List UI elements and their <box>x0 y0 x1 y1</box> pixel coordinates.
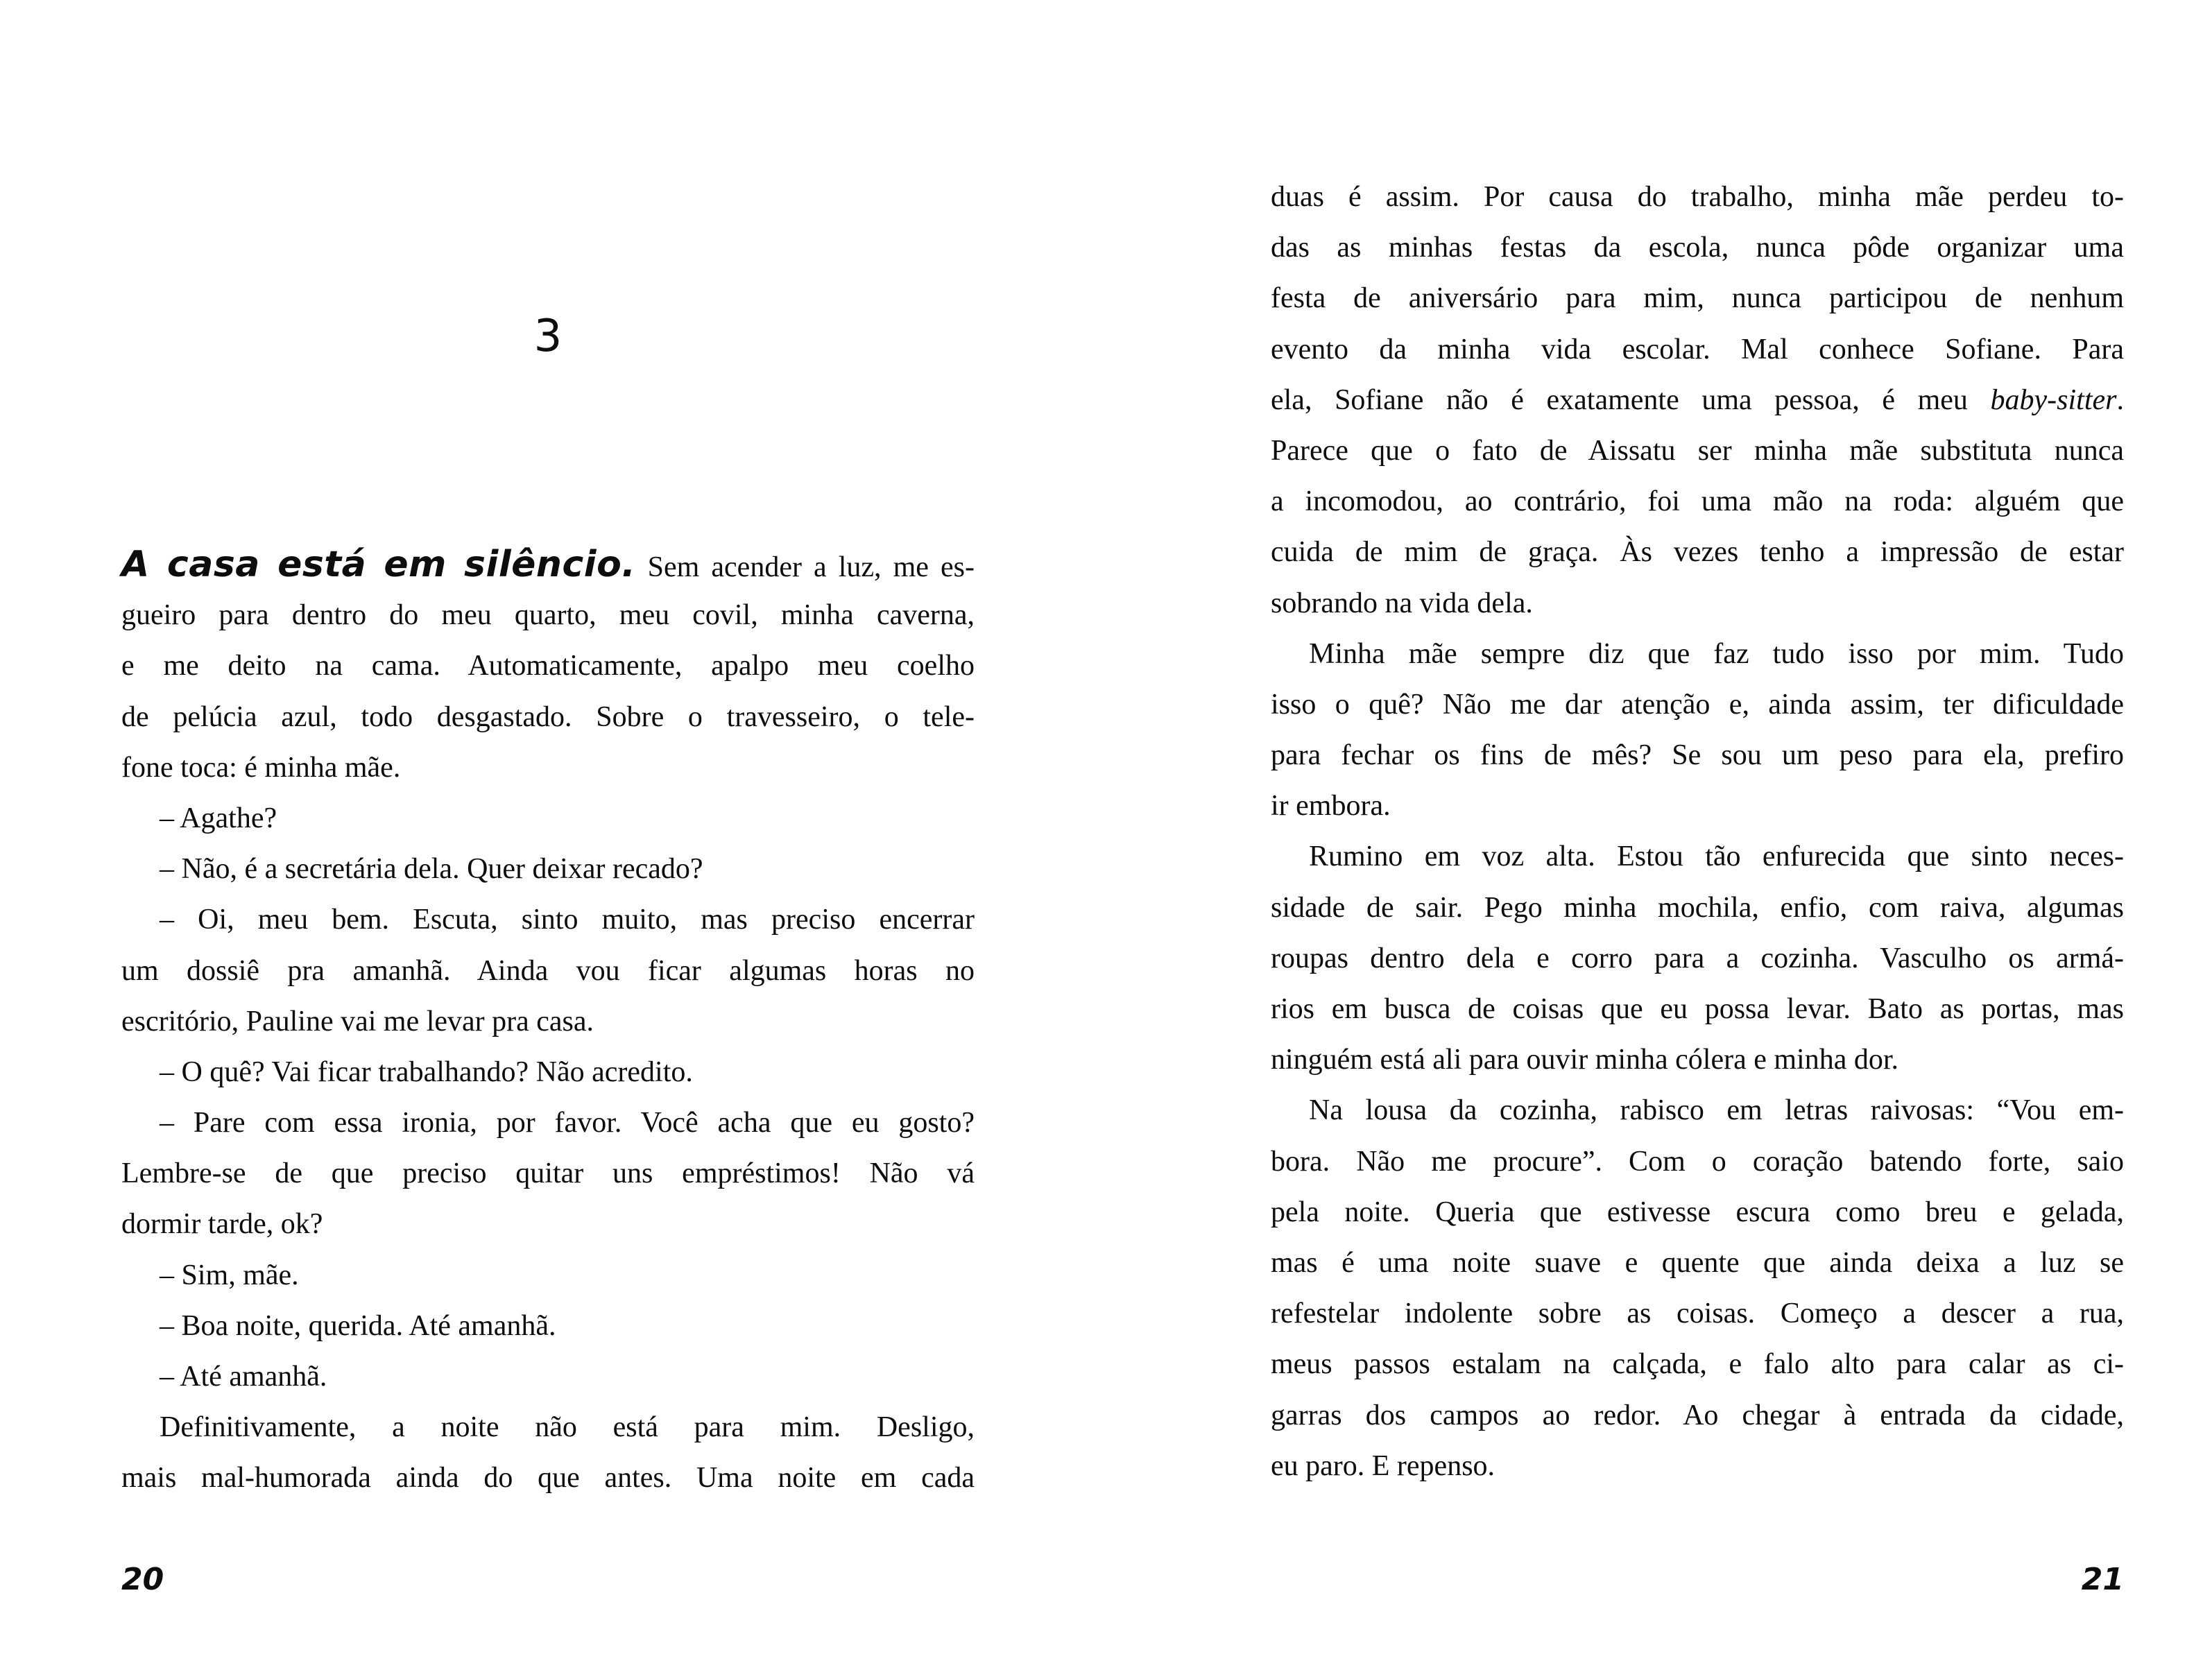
left-page-number: 20 <box>121 1562 164 1597</box>
text-segment: refestelar indolente sobre as coisas. Começo a descer a rua, <box>1271 1298 2124 1330</box>
text-line <box>121 1148 975 1199</box>
text-line <box>1271 375 2124 426</box>
text-segment: sidade de sair. Pego minha mochila, enfio, com raiva, algumas <box>1271 891 2124 924</box>
text-line <box>1271 273 2124 324</box>
script-opening-phrase: A casa está em silêncio. <box>121 544 636 585</box>
text-segment: sobrando na vida dela. <box>1271 587 1533 619</box>
text-segment: pela noite. Queria que estivesse escura como breu e gelada, <box>1271 1196 2124 1228</box>
text-segment: escritório, Pauline vai me levar pra casa. <box>121 1005 594 1037</box>
text-line <box>1271 426 2124 476</box>
text-segment: mais mal-humorada ainda do que antes. Uma noite em cada <box>121 1462 975 1495</box>
text-line <box>1271 527 2124 578</box>
text-segment: meus passos estalam na calçada, e falo alto para calar as ci- <box>1271 1348 2124 1381</box>
text-line <box>1271 781 2124 832</box>
text-segment: dormir tarde, ok? <box>121 1208 323 1241</box>
text-line <box>121 743 975 793</box>
text-segment: duas é assim. Por causa do trabalho, minha mãe perdeu to- <box>1271 181 2124 213</box>
text-line <box>1271 1289 2124 1339</box>
text-segment: Definitivamente, a noite não está para mim. Desligo, <box>160 1411 975 1444</box>
text-line <box>121 1047 975 1098</box>
text-segment: mas é uma noite suave e quente que ainda deixa a luz se <box>1271 1246 2124 1279</box>
text-segment: – Pare com essa ironia, por favor. Você acha que eu gosto? <box>160 1107 975 1139</box>
text-segment: – Boa noite, querida. Até amanhã. <box>160 1309 556 1342</box>
text-line <box>1271 172 2124 223</box>
text-line <box>121 1402 975 1453</box>
text-line <box>1271 325 2124 375</box>
text-segment: – O quê? Vai ficar trabalhando? Não acredito. <box>160 1056 693 1088</box>
text-segment: – Até amanhã. <box>160 1361 327 1393</box>
text-line <box>1271 1137 2124 1187</box>
text-line <box>1271 1390 2124 1441</box>
text-segment: – Não, é a secretária dela. Quer deixar recado? <box>160 853 703 886</box>
text-segment: . <box>2116 384 2124 416</box>
text-line <box>121 1301 975 1352</box>
text-line <box>121 793 975 844</box>
text-segment: Lembre-se de que preciso quitar uns empréstimos! Não vá <box>121 1157 975 1190</box>
text-line <box>1271 1085 2124 1136</box>
text-line <box>121 997 975 1047</box>
text-line <box>1271 629 2124 680</box>
text-segment: – Sim, mãe. <box>160 1259 299 1291</box>
text-line <box>121 590 975 641</box>
text-line <box>121 1453 975 1504</box>
left-page-text <box>121 540 975 1504</box>
text-line <box>121 895 975 945</box>
text-line <box>1271 223 2124 273</box>
right-page-text <box>1271 172 2124 1492</box>
text-line <box>1271 1187 2124 1238</box>
text-line <box>1271 832 2124 882</box>
text-line <box>121 1250 975 1301</box>
text-line <box>121 946 975 997</box>
text-line <box>1271 1035 2124 1085</box>
text-line <box>121 1352 975 1402</box>
text-segment: roupas dentro dela e corro para a cozinha. Vasculho os armá- <box>1271 942 2124 974</box>
text-segment: Sem acender a luz, me es- <box>635 551 975 583</box>
text-segment: cuida de mim de graça. Às vezes tenho a impressão de estar <box>1271 536 2124 569</box>
text-segment: baby-sitter <box>1990 384 2117 416</box>
text-segment: Parece que o fato de Aissatu ser minha mãe substituta nunca <box>1271 434 2124 467</box>
text-line <box>121 1098 975 1148</box>
text-segment: um dossiê pra amanhã. Ainda vou ficar algumas horas no <box>121 954 975 987</box>
text-line <box>121 641 975 691</box>
text-line <box>1271 1339 2124 1390</box>
text-segment: para fechar os fins de mês? Se sou um peso para ela, prefiro <box>1271 739 2124 772</box>
text-line <box>121 692 975 743</box>
text-segment: ela, Sofiane não é exatamente uma pessoa, é meu <box>1271 384 1991 416</box>
text-segment: isso o quê? Não me dar atenção e, ainda assim, ter dificuldade <box>1271 688 2124 721</box>
chapter-number: 3 <box>533 311 563 362</box>
text-line <box>1271 578 2124 629</box>
text-segment: gueiro para dentro do meu quarto, meu covil, minha caverna, <box>121 599 975 632</box>
text-segment: – Agathe? <box>160 802 277 834</box>
text-line <box>1271 730 2124 781</box>
text-segment: Na lousa da cozinha, rabisco em letras raivosas: “Vou em- <box>1309 1094 2124 1127</box>
right-page-number: 21 <box>2081 1562 2124 1597</box>
text-segment: de pelúcia azul, todo desgastado. Sobre o travesseiro, o tele- <box>121 700 975 733</box>
text-segment: Minha mãe sempre diz que faz tudo isso por mim. Tudo <box>1309 637 2124 670</box>
text-line <box>1271 984 2124 1035</box>
text-segment: rios em busca de coisas que eu possa levar. Bato as portas, mas <box>1271 993 2124 1025</box>
text-segment: eu paro. E repenso. <box>1271 1449 1495 1482</box>
text-segment: – Oi, meu bem. Escuta, sinto muito, mas preciso encerrar <box>160 904 975 936</box>
text-line <box>1271 1238 2124 1289</box>
text-line <box>1271 883 2124 933</box>
text-segment: Rumino em voz alta. Estou tão enfurecida que sinto neces- <box>1309 841 2124 873</box>
text-segment: e me deito na cama. Automaticamente, apalpo meu coelho <box>121 650 975 682</box>
text-segment: bora. Não me procure”. Com o coração batendo forte, saio <box>1271 1145 2124 1178</box>
text-segment: ninguém está ali para ouvir minha cólera e minha dor. <box>1271 1044 1899 1076</box>
text-segment: das as minhas festas da escola, nunca pôde organizar uma <box>1271 232 2124 264</box>
text-line <box>121 540 975 590</box>
text-segment: evento da minha vida escolar. Mal conhece Sofiane. Para <box>1271 333 2124 365</box>
text-line <box>121 1199 975 1250</box>
text-line <box>1271 933 2124 984</box>
text-line <box>121 844 975 895</box>
text-segment: festa de aniversário para mim, nunca participou de nenhum <box>1271 282 2124 315</box>
text-line <box>1271 476 2124 527</box>
text-segment: a incomodou, ao contrário, foi uma mão na roda: alguém que <box>1271 485 2124 518</box>
text-segment: fone toca: é minha mãe. <box>121 751 401 784</box>
text-segment: ir embora. <box>1271 790 1391 823</box>
text-line <box>1271 680 2124 730</box>
text-line <box>1271 1441 2124 1492</box>
text-segment: garras dos campos ao redor. Ao chegar à entrada da cidade, <box>1271 1399 2124 1431</box>
